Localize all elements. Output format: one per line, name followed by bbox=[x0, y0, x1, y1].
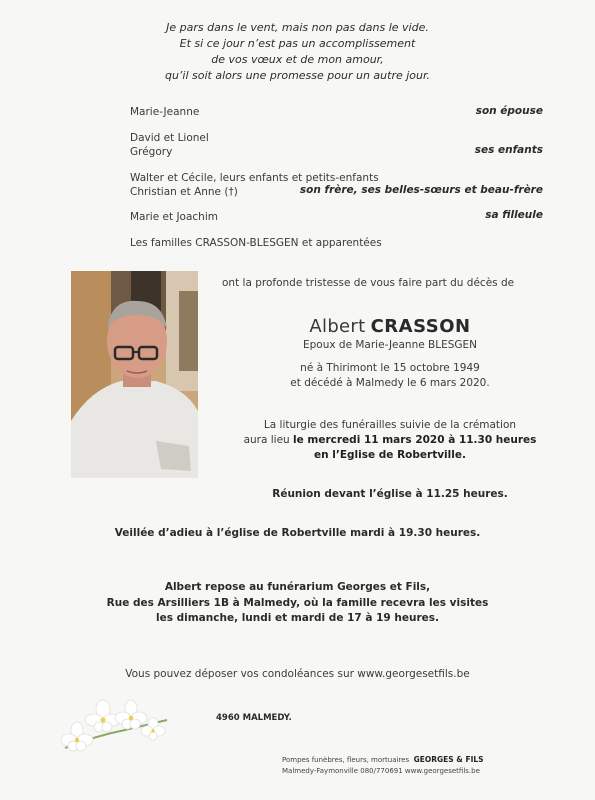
liturgy-line1: La liturgie des funérailles suivie de la crémation bbox=[263, 419, 517, 431]
family-children-relation: ses enfants bbox=[474, 144, 543, 156]
deceased-name bbox=[230, 316, 550, 337]
poem-line: Je pars dans le vent, mais non pas dans le vide. bbox=[166, 21, 429, 34]
repose-line2: Rue des Arsilliers 1B à Malmedy, où la famille recevra les visites bbox=[106, 596, 489, 609]
orchid-flowers-icon bbox=[55, 690, 175, 760]
life-dates bbox=[230, 361, 550, 391]
birth-line: né à Thirimont le 15 octobre 1949 bbox=[300, 362, 480, 374]
family-spouse-name: Marie-Jeanne bbox=[130, 106, 200, 118]
footer-brand: GEORGES & FILS bbox=[413, 755, 484, 764]
deceased-photo bbox=[71, 271, 198, 478]
footer-line2: Malmedy-Faymonville 080/770691 www.georgesetfils.be bbox=[282, 767, 480, 775]
liturgy-place: en l’Eglise de Robertville. bbox=[314, 449, 466, 461]
orchid-decoration bbox=[55, 690, 175, 760]
repose-line1: Albert repose au funérarium Georges et Fils, bbox=[164, 581, 431, 593]
liturgy-line2-prefix: aura lieu bbox=[243, 434, 294, 446]
family-siblings-relation: son frère, ses belles-sœurs et beau-frère bbox=[299, 184, 543, 196]
family-godchild-name: Marie et Joachim bbox=[130, 211, 218, 223]
poem-line: qu’il soit alors une promesse pour un autre jour. bbox=[164, 69, 431, 82]
family-children-line1: David et Lionel bbox=[130, 132, 209, 144]
funeral-home-footer bbox=[282, 754, 484, 777]
poem-line: de vos vœux et de mon amour, bbox=[211, 53, 384, 66]
deceased-block bbox=[230, 316, 550, 391]
condolences-info: Vous pouvez déposer vos condoléances sur www.georgesetfils.be bbox=[125, 668, 470, 680]
death-line: et décédé à Malmedy le 6 mars 2020. bbox=[290, 377, 490, 389]
repose-line3: les dimanche, lundi et mardi de 17 à 19 heures. bbox=[156, 612, 439, 624]
family-godchild-relation: sa filleule bbox=[485, 209, 543, 221]
family-children-line2: Grégory bbox=[130, 146, 173, 158]
announcement-intro: ont la profonde tristesse de vous faire part du décès de bbox=[222, 277, 515, 289]
footer-line1 bbox=[282, 754, 484, 766]
liturgy-line2 bbox=[230, 433, 550, 448]
reunion-info: Réunion devant l’église à 11.25 heures. bbox=[272, 488, 508, 500]
poem-line: Et si ce jour n’est pas un accomplissement bbox=[179, 37, 416, 50]
portrait-illustration bbox=[71, 271, 198, 478]
liturgy-date-time: le mercredi 11 mars 2020 à 11.30 heures bbox=[293, 434, 537, 446]
city-label: 4960 MALMEDY. bbox=[216, 713, 292, 723]
repose-block bbox=[0, 580, 595, 627]
family-spouse-relation: son épouse bbox=[475, 105, 543, 117]
liturgy-block bbox=[230, 418, 550, 463]
poem bbox=[0, 20, 595, 84]
family-related-families: Les familles CRASSON-BLESGEN et apparentées bbox=[130, 237, 382, 249]
family-siblings-line1: Walter et Cécile, leurs enfants et petits-enfants bbox=[130, 172, 379, 184]
family-siblings-line2: Christian et Anne (†) bbox=[130, 186, 238, 198]
deceased-first-name: Albert bbox=[309, 316, 366, 337]
spouse-of: Epoux de Marie-Jeanne BLESGEN bbox=[302, 339, 478, 351]
vigil-info: Veillée d’adieu à l’église de Robertville mardi à 19.30 heures. bbox=[114, 527, 481, 539]
deceased-last-name: CRASSON bbox=[370, 316, 471, 337]
footer-services: Pompes funèbres, fleurs, mortuaires bbox=[282, 756, 410, 764]
